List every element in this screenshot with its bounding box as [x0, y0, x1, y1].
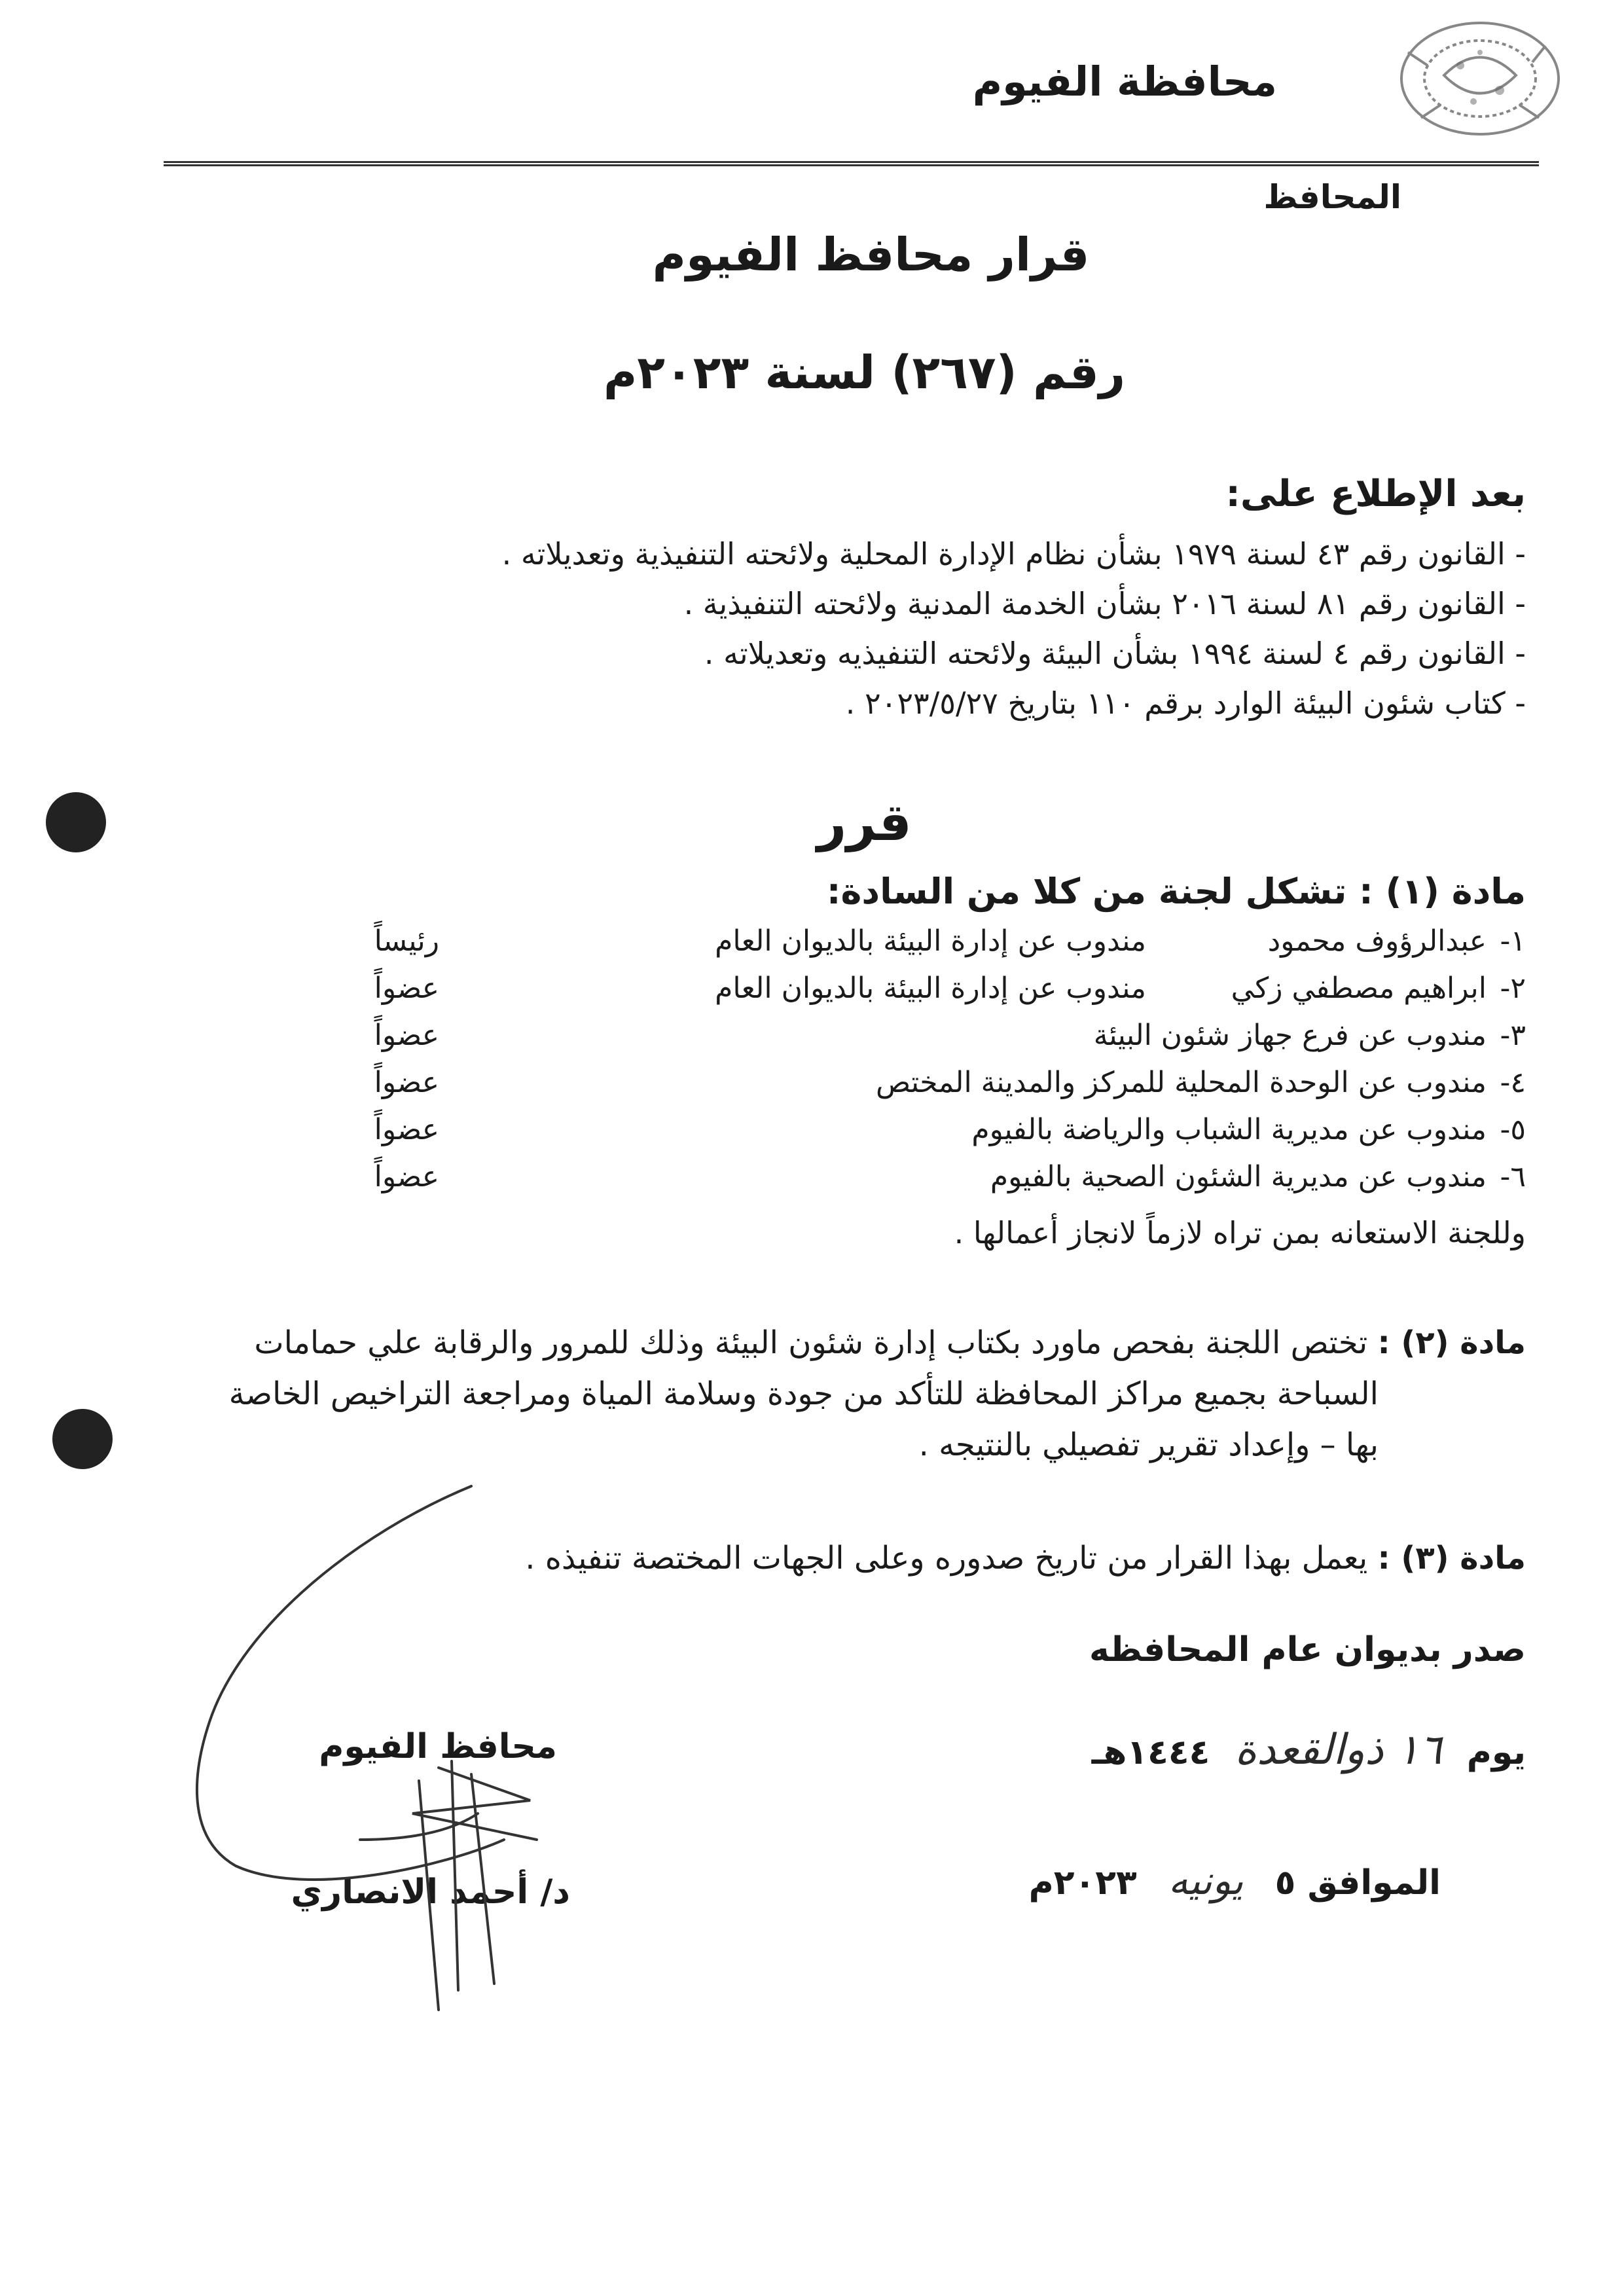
list-item: - كتاب شئون البيئة الوارد برقم ١١٠ بتاريخ ٢٠٢٣/٥/٢٧ . [845, 685, 1526, 721]
punch-hole [52, 1409, 113, 1469]
member-role: عضواً [374, 1019, 439, 1052]
handwritten-signature [164, 1473, 687, 2030]
member-role: عضواً [374, 1066, 439, 1099]
member-representation: مندوب عن الوحدة المحلية للمركز والمدينة المختص [876, 1066, 1487, 1099]
hijri-date [1092, 1726, 1526, 1774]
member-number: ٣- [1500, 1019, 1526, 1052]
preamble-list [184, 529, 1526, 728]
table-row [86, 972, 1526, 1019]
member-representation: مندوب عن إدارة البيئة بالديوان العام [715, 972, 1146, 1005]
member-role: عضواً [374, 1160, 439, 1194]
punch-hole [46, 792, 106, 852]
decree-number: رقم (٢٦٧) لسنة ٢٠٢٣م [603, 346, 1126, 399]
member-number: ٢- [1500, 972, 1526, 1005]
handwritten-hijri-day: ١٦ ذوالقعدة [1235, 1726, 1442, 1774]
list-item: - القانون رقم ٤٣ لسنة ١٩٧٩ بشأن نظام الإدارة المحلية ولائحته التنفيذية وتعديلاته . [501, 536, 1526, 572]
office-label: المحافظ [1263, 178, 1401, 216]
article-2-heading: مادة (٢) : [1377, 1324, 1526, 1361]
table-row [86, 1113, 1526, 1160]
member-role: عضواً [374, 1113, 439, 1146]
member-role: عضواً [374, 972, 439, 1005]
member-representation: مندوب عن إدارة البيئة بالديوان العام [715, 924, 1146, 958]
member-number: ٥- [1500, 1113, 1526, 1146]
table-row [86, 1160, 1526, 1207]
list-item: - القانون رقم ٤ لسنة ١٩٩٤ بشأن البيئة ولائحته التنفيذيه وتعديلاته . [704, 636, 1526, 671]
article-2 [105, 1317, 1526, 1470]
article-2-line: السباحة بجميع مراكز المحافظة للتأكد من جودة وسلامة المياة ومراجعة التراخيص الخاصة [228, 1376, 1379, 1412]
committee-note: وللجنة الاستعانه بمن تراه لازماً لانجاز أعمالها . [954, 1215, 1526, 1250]
member-role: رئيساً [374, 924, 439, 958]
member-number: ١- [1500, 924, 1526, 958]
official-seal-stamp [1382, 13, 1578, 144]
hijri-year: ١٤٤٤هـ [1091, 1733, 1210, 1772]
member-representation: مندوب عن فرع جهاز شئون البيئة [1093, 1019, 1487, 1052]
issued-at: صدر بديوان عام المحافظه [1089, 1630, 1526, 1669]
list-item: - القانون رقم ٨١ لسنة ٢٠١٦ بشأن الخدمة المدنية ولائحته التنفيذية . [683, 586, 1526, 621]
member-name: عبدالرؤوف محمود [1267, 924, 1487, 958]
gregorian-date [1029, 1858, 1441, 1904]
article-3-heading: مادة (٣) : [1377, 1540, 1526, 1576]
table-row [86, 924, 1526, 972]
table-row [86, 1019, 1526, 1066]
member-name: ابراهيم مصطفي زكي [1231, 972, 1487, 1005]
article-3-text: يعمل بهذا القرار من تاريخ صدوره وعلى الجهات المختصة تنفيذه . [525, 1540, 1368, 1576]
corresponding-label: الموافق [1307, 1863, 1441, 1903]
gregorian-day: ٥ [1274, 1863, 1296, 1903]
member-representation: مندوب عن مديرية الشئون الصحية بالفيوم [990, 1160, 1487, 1194]
decree-title: قرار محافظ الفيوم [652, 228, 1090, 282]
day-label: يوم [1466, 1733, 1526, 1772]
committee-members [86, 924, 1526, 1207]
member-number: ٤- [1500, 1066, 1526, 1099]
governor-title: محافظ الفيوم [319, 1727, 557, 1766]
gregorian-year: ٢٠٢٣م [1028, 1863, 1137, 1903]
member-representation: مندوب عن مديرية الشباب والرياضة بالفيوم [971, 1113, 1487, 1146]
article-2-line: تختص اللجنة بفحص ماورد بكتاب إدارة شئون البيئة وذلك للمرور والرقابة علي حمامات [254, 1324, 1368, 1361]
article-1-heading: مادة (١) : تشكل لجنة من كلا من السادة: [826, 871, 1526, 912]
member-number: ٦- [1500, 1160, 1526, 1194]
governorate-name: محافظة الفيوم [972, 58, 1277, 105]
table-row [86, 1066, 1526, 1113]
preamble-heading: بعد الإطلاع على: [1225, 473, 1526, 515]
decree-heading: قرر [817, 793, 912, 852]
governor-name: د/ أحمد الانصاري [291, 1872, 570, 1912]
article-2-line: بها – وإعداد تقرير تفصيلي بالنتيجه . [918, 1427, 1379, 1463]
header-divider [164, 161, 1539, 166]
handwritten-month: يونيه [1168, 1858, 1244, 1904]
